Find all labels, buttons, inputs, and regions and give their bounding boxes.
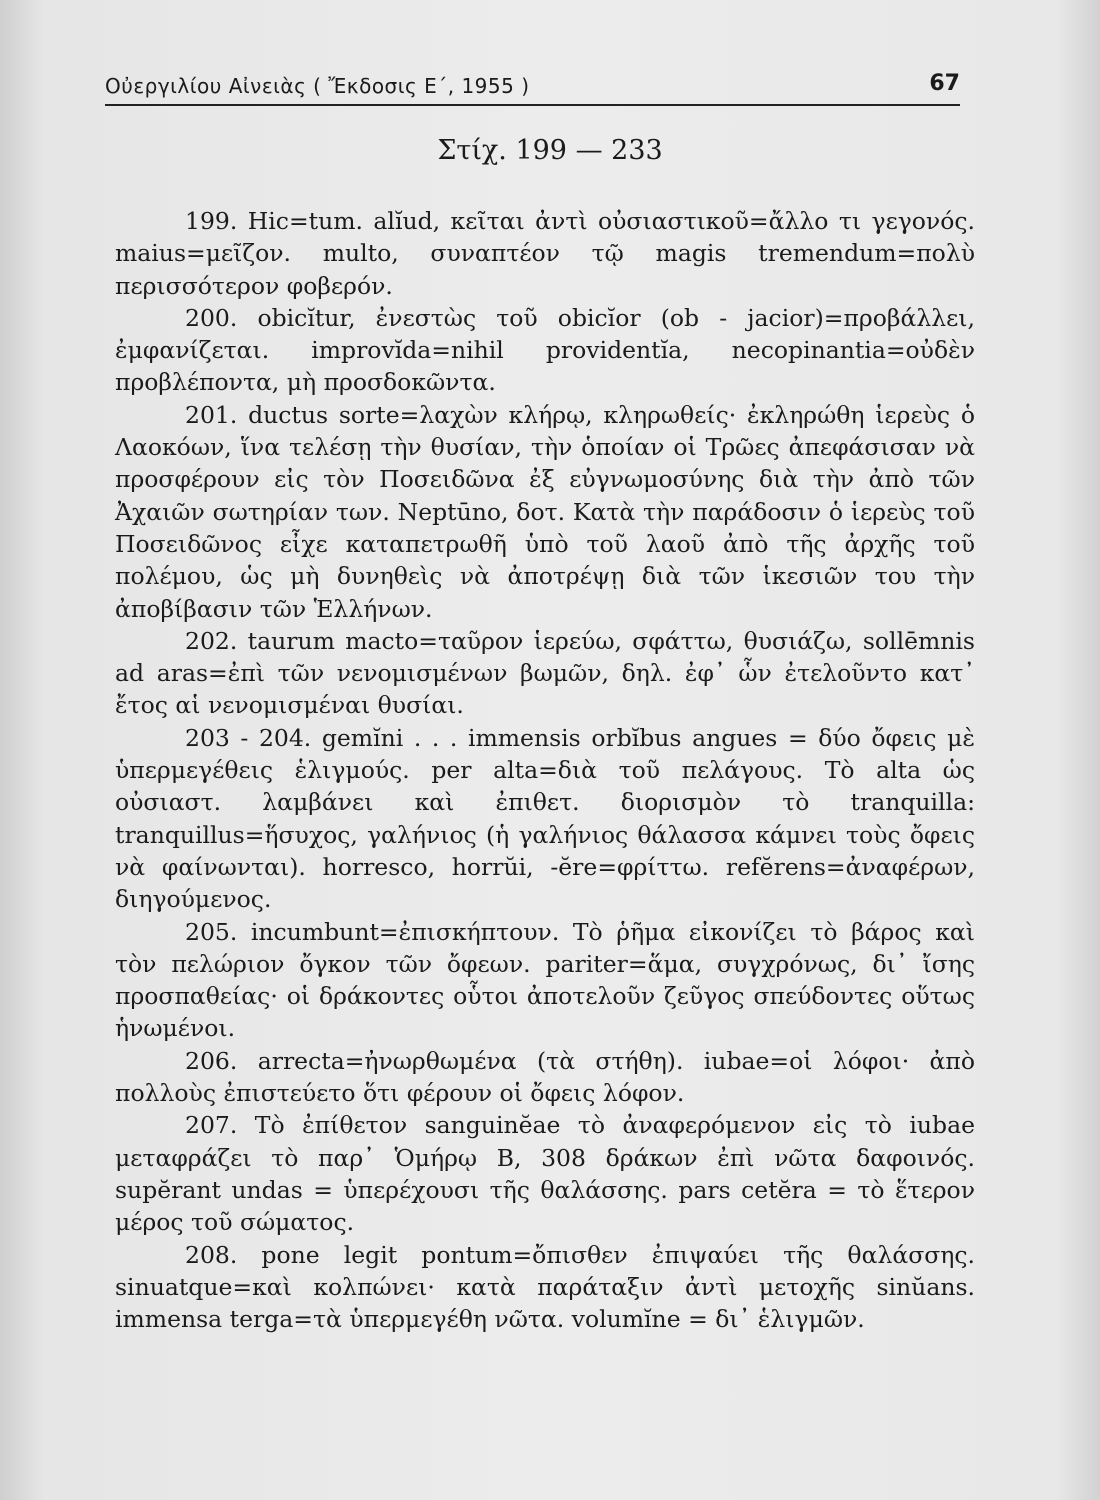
note-201: 201. ductus sorte=λαχὼν κλήρῳ, κληρωθείς· ἐκληρώθη ἱερεὺς ὁ Λαοκόων, ἵνα τελέσῃ τὴν θυσίαν, τὴν ὁποίαν οἱ Τρῶες ἀπεφάσισαν νὰ προσφέρουν εἰς τὸν Ποσειδῶνα ἐξ εὐγνωμοσύνης διὰ τὴν ἀπὸ τῶν Ἀχαιῶν σωτηρίαν των. Neptūno, δοτ. Κατὰ τὴν παράδοσιν ὁ ἱερεὺς τοῦ Ποσειδῶνος εἶχε καταπετρωθῆ ὑπὸ τοῦ λαοῦ ἀπὸ τῆς ἀρχῆς τοῦ πολέμου, ὡς μὴ δυνηθεὶς νὰ ἀποτρέψῃ διὰ τῶν ἱκεσιῶν του τὴν ἀποβίβασιν τῶν Ἑλλήνων.: [115, 400, 975, 623]
page-number: 67: [929, 71, 960, 96]
note-199: 199. Hic=tum. alĭud, κεῖται ἀντὶ οὐσιαστικοῦ=ἄλλο τι γεγονός. maius=μεῖζον. multo, συναπτέον τῷ magis tremendum=πολὺ περισσότερον φοβερόν.: [115, 207, 975, 300]
note-203-204: 203 - 204. gemĭni . . . immensis orbĭbus angues = δύο ὄφεις μὲ ὑπερμεγέθεις ἑλιγμούς. per alta=διὰ τοῦ πελάγους. Τὸ alta ὡς οὐσιαστ. λαμβάνει καὶ ἐπιθετ. διορισμὸν τὸ tranquilla: tranquillus=ἥσυχος, γαλήνιος (ἡ γαλήνιος θάλασσα κάμνει τοὺς ὄφεις νὰ φαίνωνται). horresco, horrŭi, -ĕre=φρίττω. refĕrens=ἀναφέρων, διηγούμενος.: [115, 723, 975, 914]
commentary-body: [115, 205, 975, 1335]
note-207: 207. Τὸ ἐπίθετον sanguinĕae τὸ ἀναφερόμενον εἰς τὸ iubae μεταφράζει τὸ παρ᾽ Ὁμήρῳ Β, 308 δράκων ἐπὶ νῶτα δαφοινός. supĕrant undas = ὑπερέχουσι τῆς θαλάσσης. pars cetĕra = τὸ ἕτερον μέρος τοῦ σώματος.: [115, 1111, 975, 1237]
section-heading: Στίχ. 199 — 233: [437, 135, 663, 166]
note-200: 200. obicĭtur, ἐνεστὼς τοῦ obicĭor (ob - jacior)=προβάλλει, ἐμφανίζεται. improvĭda=nihil providentĭa, necopinantia=οὐδὲν προβλέποντα, μὴ προσδοκῶντα.: [115, 303, 975, 397]
note-202: 202. taurum macto=ταῦρον ἱερεύω, σφάττω, θυσιάζω, sollēmnis ad aras=ἐπὶ τῶν νενομισμένων βωμῶν, δηλ. ἐφ᾽ ὧν ἐτελοῦντο κατ᾽ ἔτος αἱ νενομισμέναι θυσίαι.: [115, 626, 975, 720]
running-title: Οὐεργιλίου Αἰνειὰς ( Ἔκδοσις Ε΄, 1955 ): [105, 74, 530, 98]
note-208: 208. pone legit pontum=ὄπισθεν ἐπιψαύει τῆς θαλάσσης. sinuatque=καὶ κολπώνει· κατὰ παράταξιν ἀντὶ μετοχῆς sinŭans. immensa terga=τὰ ὑπερμεγέθη νῶτα. volumĭne = δι᾽ ἑλιγμῶν.: [115, 1240, 975, 1334]
note-206: 206. arrecta=ἠνωρθωμένα (τὰ στήθη). iubae=οἱ λόφοι· ἀπὸ πολλοὺς ἐπιστεύετο ὅτι φέρουν οἱ ὄφεις λόφον.: [115, 1046, 975, 1108]
note-205: 205. incumbunt=ἐπισκήπτουν. Τὸ ῥῆμα εἰκονίζει τὸ βάρος καὶ τὸν πελώριον ὄγκον τῶν ὄφεων. pariter=ἅμα, συγχρόνως, δι᾽ ἴσης προσπαθείας· οἱ δράκοντες οὗτοι ἀποτελοῦν ζεῦγος σπεύδοντες οὕτως ἡνωμένοι.: [115, 917, 975, 1043]
page-header: [105, 68, 960, 106]
